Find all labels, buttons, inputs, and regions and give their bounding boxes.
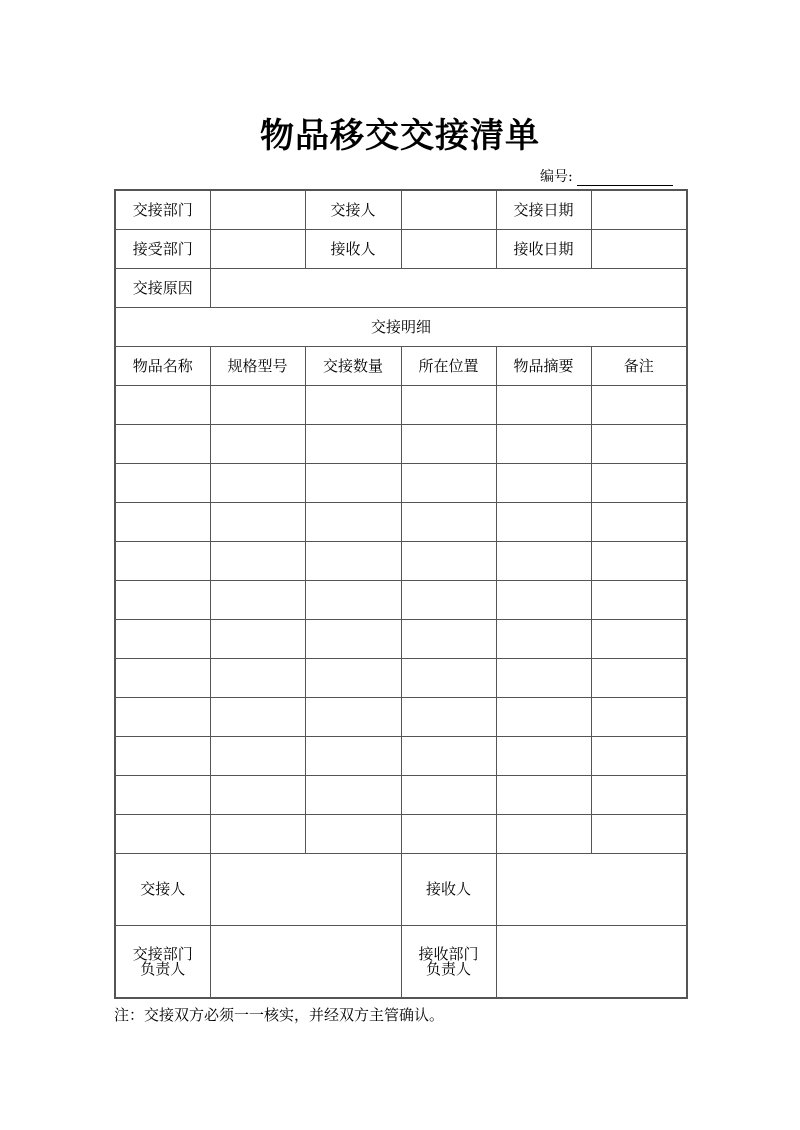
cell-quantity[interactable] (305, 776, 401, 815)
handover-dept-field[interactable] (210, 190, 305, 230)
table-row (115, 386, 687, 425)
table-row (115, 464, 687, 503)
cell-item-name[interactable] (115, 815, 210, 854)
handover-dept-head-label (115, 926, 210, 999)
cell-location[interactable] (401, 659, 496, 698)
cell-spec-model[interactable] (210, 698, 305, 737)
reason-field[interactable] (210, 269, 687, 308)
cell-item-name[interactable] (115, 581, 210, 620)
receive-dept-head-label-line2: 负责人 (425, 959, 471, 978)
cell-item-name[interactable] (115, 776, 210, 815)
cell-summary[interactable] (496, 815, 591, 854)
cell-quantity[interactable] (305, 659, 401, 698)
table-row (115, 815, 687, 854)
cell-quantity[interactable] (305, 542, 401, 581)
column-header-spec-model: 规格型号 (210, 347, 305, 386)
page-title: 物品移交交接清单 (260, 116, 540, 156)
handover-info-row (115, 190, 687, 230)
cell-spec-model[interactable] (210, 737, 305, 776)
receive-date-label: 接收日期 (496, 230, 591, 269)
cell-item-name[interactable] (115, 464, 210, 503)
receive-dept-label: 接受部门 (115, 230, 210, 269)
cell-location[interactable] (401, 737, 496, 776)
cell-remarks[interactable] (591, 776, 687, 815)
column-header-remarks: 备注 (591, 347, 687, 386)
table-row (115, 503, 687, 542)
cell-spec-model[interactable] (210, 386, 305, 425)
cell-location[interactable] (401, 776, 496, 815)
cell-spec-model[interactable] (210, 425, 305, 464)
cell-spec-model[interactable] (210, 542, 305, 581)
cell-quantity[interactable] (305, 386, 401, 425)
cell-spec-model[interactable] (210, 503, 305, 542)
cell-quantity[interactable] (305, 737, 401, 776)
cell-item-name[interactable] (115, 659, 210, 698)
cell-remarks[interactable] (591, 503, 687, 542)
cell-location[interactable] (401, 620, 496, 659)
handover-dept-label: 交接部门 (115, 190, 210, 230)
serial-number-input[interactable] (577, 171, 673, 186)
sign-receiver-label: 接收人 (401, 854, 496, 926)
column-header-item-name: 物品名称 (115, 347, 210, 386)
cell-summary[interactable] (496, 737, 591, 776)
reason-row (115, 269, 687, 308)
cell-quantity[interactable] (305, 815, 401, 854)
cell-quantity[interactable] (305, 503, 401, 542)
handover-person-field[interactable] (401, 190, 496, 230)
cell-item-name[interactable] (115, 542, 210, 581)
cell-remarks[interactable] (591, 815, 687, 854)
cell-quantity[interactable] (305, 620, 401, 659)
reason-label: 交接原因 (115, 269, 210, 308)
cell-quantity[interactable] (305, 425, 401, 464)
receiver-label: 接收人 (305, 230, 401, 269)
handover-dept-head-label-line1: 交接部门 (132, 944, 193, 963)
table-row (115, 737, 687, 776)
receive-dept-head-label-line1: 接收部门 (418, 944, 479, 963)
cell-summary[interactable] (496, 776, 591, 815)
cell-remarks[interactable] (591, 659, 687, 698)
cell-summary[interactable] (496, 425, 591, 464)
sign-handover-person-label: 交接人 (115, 854, 210, 926)
dept-head-row (115, 926, 687, 999)
cell-summary[interactable] (496, 620, 591, 659)
sign-handover-person-field[interactable] (210, 854, 401, 926)
handover-person-label: 交接人 (305, 190, 401, 230)
serial-number-label: 编号: (540, 169, 573, 185)
cell-location[interactable] (401, 386, 496, 425)
table-row (115, 620, 687, 659)
cell-location[interactable] (401, 503, 496, 542)
handover-date-field[interactable] (591, 190, 687, 230)
column-header-location: 所在位置 (401, 347, 496, 386)
cell-quantity[interactable] (305, 698, 401, 737)
table-row (115, 659, 687, 698)
handover-date-label: 交接日期 (496, 190, 591, 230)
receive-dept-field[interactable] (210, 230, 305, 269)
table-row (115, 581, 687, 620)
receive-date-field[interactable] (591, 230, 687, 269)
cell-summary[interactable] (496, 503, 591, 542)
details-header-row (115, 347, 687, 386)
cell-location[interactable] (401, 698, 496, 737)
cell-remarks[interactable] (591, 542, 687, 581)
cell-spec-model[interactable] (210, 581, 305, 620)
handover-form-table (114, 189, 688, 999)
cell-remarks[interactable] (591, 737, 687, 776)
handover-dept-head-label-line2: 负责人 (140, 959, 186, 978)
cell-spec-model[interactable] (210, 776, 305, 815)
cell-remarks[interactable] (591, 581, 687, 620)
cell-summary[interactable] (496, 464, 591, 503)
column-header-summary: 物品摘要 (496, 347, 591, 386)
details-section-title: 交接明细 (115, 308, 687, 347)
cell-summary[interactable] (496, 698, 591, 737)
cell-remarks[interactable] (591, 698, 687, 737)
details-section-row (115, 308, 687, 347)
receive-info-row (115, 230, 687, 269)
cell-item-name[interactable] (115, 698, 210, 737)
table-row (115, 698, 687, 737)
cell-quantity[interactable] (305, 464, 401, 503)
cell-spec-model[interactable] (210, 815, 305, 854)
cell-item-name[interactable] (115, 386, 210, 425)
table-row (115, 542, 687, 581)
cell-item-name[interactable] (115, 503, 210, 542)
cell-remarks[interactable] (591, 620, 687, 659)
cell-location[interactable] (401, 581, 496, 620)
cell-item-name[interactable] (115, 620, 210, 659)
handover-dept-head-field[interactable] (210, 926, 401, 999)
footnote: 注：交接双方必须一一核实，并经双方主管确认。 (114, 1006, 445, 1024)
table-row (115, 425, 687, 464)
table-row (115, 776, 687, 815)
cell-location[interactable] (401, 425, 496, 464)
cell-location[interactable] (401, 815, 496, 854)
cell-summary[interactable] (496, 659, 591, 698)
cell-summary[interactable] (496, 581, 591, 620)
cell-item-name[interactable] (115, 425, 210, 464)
cell-remarks[interactable] (591, 464, 687, 503)
receive-dept-head-label (401, 926, 496, 999)
cell-spec-model[interactable] (210, 464, 305, 503)
cell-remarks[interactable] (591, 386, 687, 425)
receive-dept-head-field[interactable] (496, 926, 687, 999)
cell-remarks[interactable] (591, 425, 687, 464)
cell-spec-model[interactable] (210, 659, 305, 698)
cell-item-name[interactable] (115, 737, 210, 776)
cell-location[interactable] (401, 542, 496, 581)
receiver-field[interactable] (401, 230, 496, 269)
sign-receiver-field[interactable] (496, 854, 687, 926)
column-header-quantity: 交接数量 (305, 347, 401, 386)
serial-number-field (540, 166, 673, 186)
cell-quantity[interactable] (305, 581, 401, 620)
cell-location[interactable] (401, 464, 496, 503)
cell-summary[interactable] (496, 542, 591, 581)
cell-summary[interactable] (496, 386, 591, 425)
signature-row (115, 854, 687, 926)
cell-spec-model[interactable] (210, 620, 305, 659)
